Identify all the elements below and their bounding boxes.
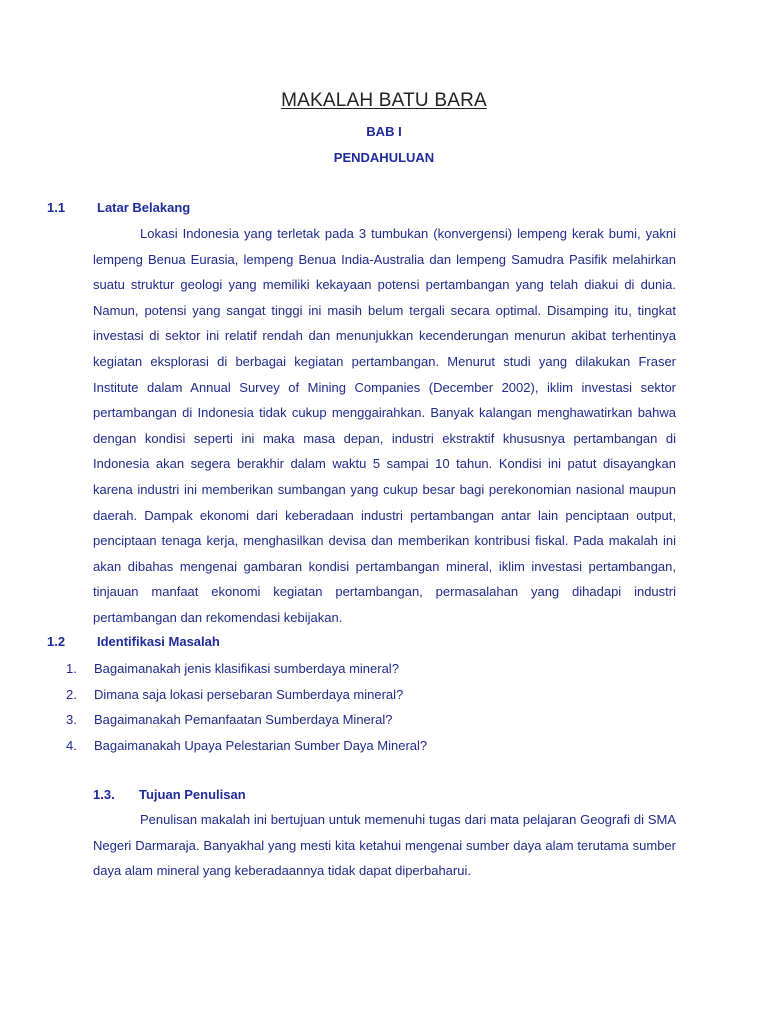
list-item xyxy=(66,733,427,759)
list-item-text: Bagaimanakah jenis klasifikasi sumberdaya mineral? xyxy=(94,661,399,676)
list-item-number: 1. xyxy=(66,661,77,676)
section-number: 1.1 xyxy=(47,200,66,215)
section-heading-1-1 xyxy=(47,200,190,215)
paragraph: Lokasi Indonesia yang terletak pada 3 tumbukan (konvergensi) lempeng kerak bumi, yakni lempeng Benua Eurasia, lempeng Benua India-Australia dan lempeng Samudra Pasifik melahirkan suatu struktur geologi yang memiliki kekayaan potensi pertambangan yang telah diakui di dunia. Namun, potensi yang sangat tinggi ini masih belum tergali secara optimal. Disamping itu, tingkat investasi di sektor ini relatif rendah dan menunjukkan kecenderungan menurun akibat terhentinya kegiatan eksplorasi di berbagai kegiatan pertambangan. Menurut studi yang dilakukan Fraser Institute dalam Annual Survey of Mining Companies (December 2002), iklim investasi sektor pertambangan di Indonesia tidak cukup menggairahkan. Banyak kalangan menghawatirkan bahwa dengan kondisi seperti ini maka masa depan, industri ekstraktif khususnya pertambangan di Indonesia akan segera berakhir dalam waktu 5 sampai 10 tahun. Kondisi ini patut disayangkan karena industri ini memberikan sumbangan yang cukup besar bagi perekonomian nasional maupun daerah. Dampak ekonomi dari keberadaan industri pertambangan antar lain penciptaan output, penciptaan tenaga kerja, menghasilkan devisa dan memberikan kontribusi fiskal. Pada makalah ini akan dibahas mengenai gambaran kondisi pertambangan mineral, iklim investasi pertambangan, tinjauan manfaat ekonomi kegiatan pertambangan, permasalahan yang dihadapi industri pertambangan dan rekomendasi kebijakan. xyxy=(93,226,676,625)
section-title: Identifikasi Masalah xyxy=(97,634,220,649)
chapter-title: PENDAHULUAN xyxy=(333,150,435,165)
paragraph: Penulisan makalah ini bertujuan untuk memenuhi tugas dari mata pelajaran Geografi di SMA Negeri Darmaraja. Banyakhal yang mesti kita ketahui mengenai sumber daya alam terutama sumber daya alam mineral yang keberadaannya tidak dapat diperbaharui. xyxy=(93,812,676,879)
list-item-number: 2. xyxy=(66,686,77,702)
chapter-label: BAB I xyxy=(366,124,402,139)
section-number: 1.2 xyxy=(47,634,66,649)
list-item xyxy=(66,656,427,682)
section-number: 1.3. xyxy=(93,787,115,802)
list-item-number: 4. xyxy=(66,737,77,753)
list-item xyxy=(66,707,427,733)
section-heading-1-2 xyxy=(47,634,220,649)
section-title: Tujuan Penulisan xyxy=(139,787,246,802)
section-title: Latar Belakang xyxy=(97,200,191,215)
list-item-text: Dimana saja lokasi persebaran Sumberdaya mineral? xyxy=(94,686,404,702)
section-1-3-body xyxy=(93,807,676,884)
section-1-1-body xyxy=(93,221,676,631)
list-item-text: Bagaimanakah Pemanfaatan Sumberdaya Mineral? xyxy=(94,712,393,728)
list-item-number: 3. xyxy=(66,712,77,728)
document-title: MAKALAH BATU BARA xyxy=(281,90,487,111)
section-heading-1-3 xyxy=(93,787,246,802)
problem-list xyxy=(66,656,427,758)
list-item-text: Bagaimanakah Upaya Pelestarian Sumber Daya Mineral? xyxy=(94,737,428,753)
list-item xyxy=(66,682,427,708)
